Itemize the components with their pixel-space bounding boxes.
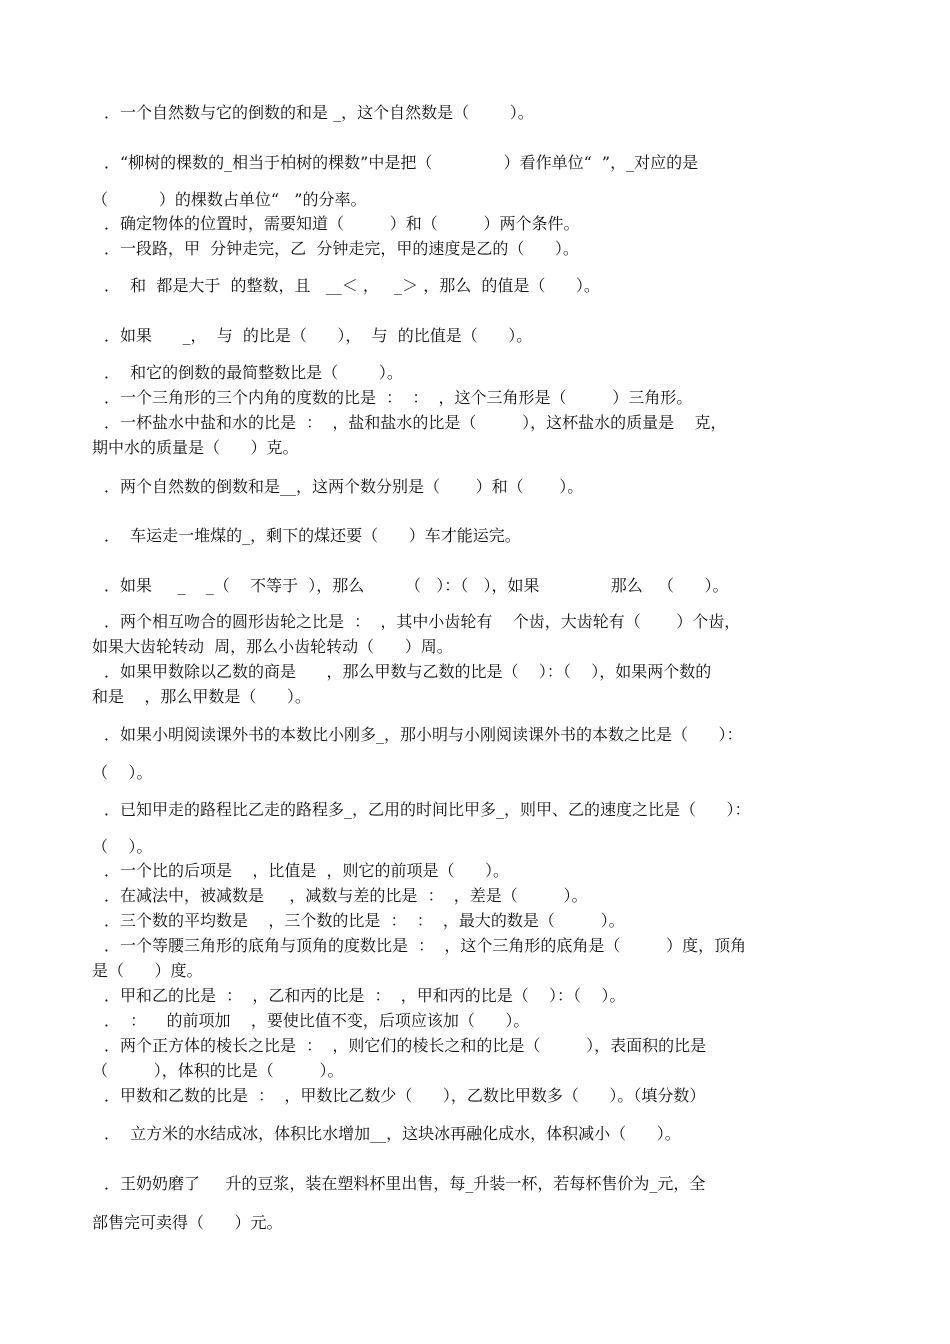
question-line: ．如果 _ _（ 不等于 ），那么 （ ）：（ ），如果 那么 （ ）。	[104, 576, 729, 595]
question-line: ．在减法中，被减数是 ，减数与差的比是 ： ，差是（ ）。	[104, 886, 588, 905]
question-line: ．一个自然数与它的倒数的和是 _，这个自然数是（ ）。	[104, 103, 534, 122]
question-line: 如果大齿轮转动 周，那么小齿轮转动（ ）周。	[92, 637, 453, 656]
question-line: （ ）。	[92, 763, 153, 782]
question-line: ．两个相互吻合的圆形齿轮之比是 ： ，其中小齿轮有 个齿，大齿轮有（ ）个齿，	[104, 612, 741, 631]
question-line: ． 车运走一堆煤的_，剩下的煤还要（ ）车才能运完。	[104, 526, 521, 545]
question-line: ． ： 的前项加 ，要使比值不变，后项应该加（ ）。	[104, 1011, 530, 1030]
question-line: （ ），体积的比是（ ）。	[92, 1061, 344, 1080]
question-line: ．甲和乙的比是 ： ，乙和丙的比是 ： ，甲和丙的比是（ ）：（ ）。	[104, 986, 626, 1005]
question-line: ．“柳树的棵数的_相当于柏树的棵数”中是把（ ）看作单位“ ”，_对应的是	[104, 153, 699, 172]
question-line: ．如果小明阅读课外书的本数比小刚多_，那小明与小刚阅读课外书的本数之比是（ ）：	[104, 725, 743, 744]
question-line: ．甲数和乙数的比是 ： ，甲数比乙数少（ ），乙数比甲数多（ ）。（填分数）	[104, 1086, 706, 1105]
question-line: 部售完可卖得（ ）元。	[92, 1213, 283, 1232]
question-line: ．一段路，甲 分钟走完，乙 分钟走完，甲的速度是乙的（ ）。	[104, 239, 579, 258]
question-line: ．确定物体的位置时，需要知道（ ）和（ ）两个条件。	[104, 214, 580, 233]
question-line: ． 和 都是大于 的整数，且 __＜ ， _＞ ，那么 的值是（ ）。	[104, 276, 600, 295]
question-line: ．如果 _， 与 的比是（ ）， 与 的比值是（ ）。	[104, 326, 533, 345]
question-line: ．两个自然数的倒数和是__，这两个数分别是（ ）和（ ）。	[104, 477, 584, 496]
question-line: ．一个比的后项是 ，比值是 ，则它的前项是（ ）。	[104, 861, 510, 880]
question-line: ．一杯盐水中盐和水的比是 ： ，盐和盐水的比是（ ），这杯盐水的质量是 克，	[104, 413, 727, 432]
question-line: ．两个正方体的棱长之比是 ： ，则它们的棱长之和的比是（ ），表面积的比是	[104, 1036, 707, 1055]
question-line: ．已知甲走的路程比乙走的路程多_，乙用的时间比甲多_，则甲、乙的速度之比是（ ）：	[104, 800, 751, 819]
question-line: ．一个三角形的三个内角的度数的比是 ： ： ，这个三角形是（ ）三角形。	[104, 388, 693, 407]
question-line: ． 和它的倒数的最简整数比是（ ）。	[104, 363, 403, 382]
question-line: ．王奶奶磨了 升的豆浆，装在塑料杯里出售，每_升装一杯，若每杯售价为_元，全	[104, 1174, 706, 1193]
question-line: （ ）的棵数占单位“ ”的分率。	[92, 190, 367, 209]
question-line: ． 立方米的水结成冰，体积比水增加__，这块冰再融化成水，体积减小（ ）。	[104, 1124, 681, 1143]
question-line: 是（ ）度。	[92, 961, 203, 980]
question-line: 期中水的质量是（ ）克。	[92, 438, 299, 457]
question-line: （ ）。	[92, 837, 153, 856]
question-line: ．如果甲数除以乙数的商是 ，那么甲数与乙数的比是（ ）：（ ），如果两个数的	[104, 662, 712, 681]
question-line: ．三个数的平均数是 ，三个数的比是 ： ： ，最大的数是（ ）。	[104, 911, 625, 930]
question-line: ．一个等腰三角形的底角与顶角的度数比是 ： ，这个三角形的底角是（ ）度，顶角	[104, 936, 747, 955]
question-line: 和是 ，那么甲数是（ ）。	[92, 687, 311, 706]
